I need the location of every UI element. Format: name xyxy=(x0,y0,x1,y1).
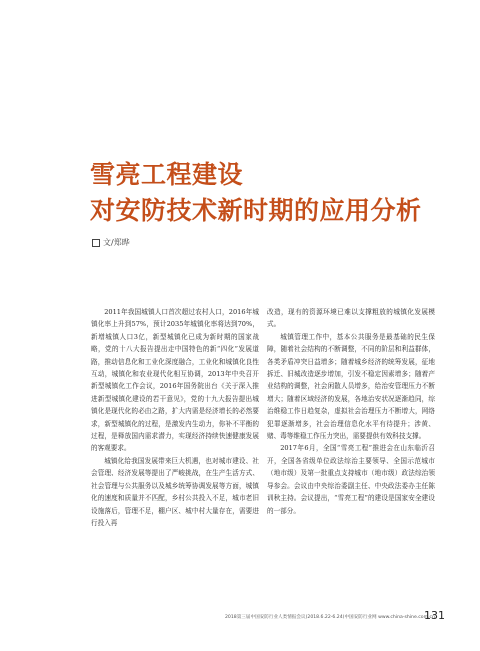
paragraph: 城镇化给我国发展带来巨大机遇，也对城市建设、社会管理、经济发展等提出了严峻挑战，在生产生活方式、社会管理与公共服务以及城乡统筹协调发展等方面，城镇化的速度和质量并不匹配，乡村公共投入不足，城市老旧设施落后，管理不足，棚户区、城中村大量存在，需要进行投入再 xyxy=(91,456,259,527)
paragraph: 2017年6月，全国“雪亮工程”推进会在山东临沂召开，全国各省级单位政法综治主要领导、全国示范城市（地市级）及第一批重点支持城市（地市级）政法综治领导参会。会议由中央综治委副主任、中央政法委办主任陈训秋主持。会议提出，“雪亮工程”的建设是国家安全建设的一部分。 xyxy=(267,444,435,515)
square-bullet-icon xyxy=(92,239,100,247)
article-title-line1: 雪亮工程建设 xyxy=(90,160,244,189)
right-column xyxy=(267,306,435,517)
byline-author: 文/郑晔 xyxy=(103,238,130,247)
byline xyxy=(92,237,130,248)
paragraph: 2011年我国城镇人口首次超过农村人口，2016年城镇化率上升到57%，预计2035年城镇化率将达到70%，新增城镇人口3亿，新型城镇化已成为新时期的国家战略，党的十八大报告提出走中国特色的新“四化”发展道路，推动信息化和工业化深度融合，工业化和城镇化良性互动，城镇化和农业现代化相互协调，2013年中央召开新型城镇化工作会议，2016年国务院出台《关于深入推进新型城镇化建设的若干意见》，党的十九大报告提出城镇化是现代化的必由之路，扩大内需是经济增长的必然要求，新型城镇化的过程，是激发内生动力，你补不平衡的过程，是释放国内需求潜力，实现经济持续快速健康发展的客观要求。 xyxy=(91,308,259,453)
paragraph: 改造，现有的资源环境已难以支撑粗放的城镇化发展模式。 xyxy=(267,308,435,329)
paragraph: 城镇管理工作中，基本公共服务是最基础的民生保障，随着社会结构的不断调整，不同的阶层和利益群体，各类矛盾冲突日益增多；随着城乡经济的统筹发展，征地拆迁、旧城改造逐步增加，引发不稳定因素增多；随着产业结构的调整，社会闲散人员增多，给治安管理压力不断增大；随着区域经济的发展，各地治安状况逐渐趋同，综治维稳工作日趋复杂，虚拟社会治理压力不断增大，网络犯罪逐渐增多，社会治理信息化水平有待提升；涉黄、赌、毒等维稳工作压力突出，需要提供有效科技支撑。 xyxy=(267,332,435,441)
page-number: 131 xyxy=(424,609,445,622)
left-column xyxy=(91,306,259,529)
article-title-line2: 对安防技术新时期的应用分析 xyxy=(90,196,422,225)
footer-source: 2018第三届中国安防行业人类情报会议(2018.6.22-6.24)中国安防行业网 www.china-shine.com.cn xyxy=(225,615,435,620)
